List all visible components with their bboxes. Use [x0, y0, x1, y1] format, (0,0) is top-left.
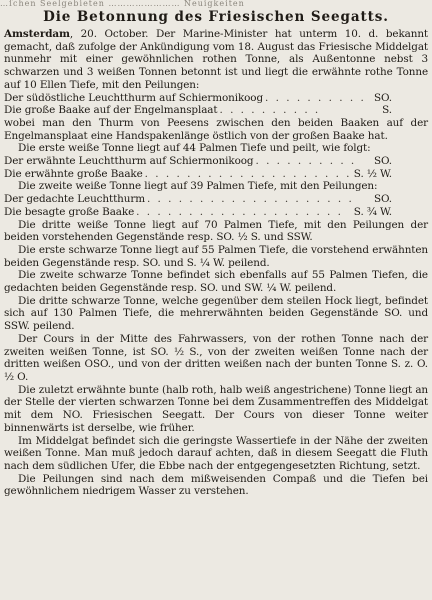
intro-paragraph: [4, 28, 428, 92]
intro-text: , 20. October. Der Marine-Minister hat unterm 10. d. bekannt gemacht, daß zufolge der Ankündigung vom 18. August das Friesische Middelgat nunmehr mit einer gewöhnlichen rothen Tonne, als Außentonne nebst 3 schwarzen und 3 weißen Tonnen betonnt ist und liegt die erwähnte rothe Tonne auf 10 Ellen Tiefe, mit den Peilungen:: [4, 28, 428, 91]
bearing-row: Die erwähnte große Baake . . . . . . . . . . . . . . . . . . . . S. ½ W.: [4, 167, 392, 180]
course-paragraph: Der Cours in der Mitte des Fahrwassers, von der rothen Tonne nach der zweiten weißen Tonne, ist SO. ½ S., von der zweiten weißen Tonne nach der dritten weißen OSO., und von der dritten weißen nach der bunten Tonne S. z. O. ½ O.: [4, 332, 428, 383]
bearing-row: Die große Baake auf der Engelmansplaat . . . . . . . . . . S.: [4, 104, 392, 117]
previous-article-bleed: …ſchen Seelgebieten …………………… Neuigkeiten: [0, 0, 245, 8]
second-white-buoy-paragraph: Die zweite weiße Tonne liegt auf 39 Palmen Tiefe, mit den Peilungen:: [18, 180, 378, 193]
first-white-buoy-paragraph: Die erste weiße Tonne liegt auf 44 Palmen Tiefe und peilt, wie folgt:: [18, 142, 371, 155]
dateline-location: Amsterdam: [4, 28, 70, 40]
baake-paragraph: wobei man den Thurm von Peesens zwischen den beiden Baaken auf der Engelmansplaat eine Handspakenlänge östlich von der großen Baake hat.: [4, 116, 428, 142]
bearing-row: Der erwähnte Leuchtthurm auf Schiermonikoog . . . . . . . . . . SO.: [4, 155, 392, 168]
second-black-buoy-paragraph: Die zweite schwarze Tonne befindet sich ebenfalls auf 55 Palmen Tiefen, die gedachten beiden Gegenstände resp. SO. und SW. ¼ W. peilend.: [4, 269, 428, 295]
colored-buoy-paragraph: Die zuletzt erwähnte bunte (halb roth, halb weiß angestrichene) Tonne liegt an der Stelle der vierten schwarzen Tonne bei dem Zusammentreffen des Middelgat mit dem NO. Friesischen Seegatt. Der Cours von dieser Tonne weiter binnenwärts ist derselbe, wie früher.: [4, 383, 429, 434]
bearings-note-paragraph: Die Peilungen sind nach dem mißweisenden Compaß und die Tiefen bei gewöhnlichem niedrigem Wasser zu verstehen.: [4, 472, 428, 498]
article-body: [4, 28, 428, 498]
water-depth-paragraph: Im Middelgat befindet sich die geringste Wassertiefe in der Nähe der zweiten weißen Tonne. Man muß jedoch darauf achten, daß in diesem Seegatt die Fluth nach dem südlichen Ufer, die Ebbe nach der entgegengesetzten Richtung, setzt.: [4, 434, 428, 472]
bearing-row: Die besagte große Baake . . . . . . . . . . . . . . . . . . . . S. ¾ W.: [4, 205, 392, 218]
bearing-row: Der südöstliche Leuchtthurm auf Schiermonikoog . . . . . . . . . . SO.: [4, 91, 392, 104]
first-black-buoy-paragraph: Die erste schwarze Tonne liegt auf 55 Palmen Tiefe, die vorstehend erwähnten beiden Gegenstände resp. SO. und S. ¼ W. peilend.: [4, 243, 428, 269]
article-title: Die Betonnung des Friesischen Seegatts.: [43, 9, 389, 25]
bearing-row: Der gedachte Leuchtthurm . . . . . . . . . . . . . . . . . . . . SO.: [4, 193, 392, 206]
third-white-buoy-paragraph: Die dritte weiße Tonne liegt auf 70 Palmen Tiefe, mit den Peilungen der beiden vorstehenden Gegenstände resp. SO. ½ S. und SSW.: [4, 218, 428, 244]
third-black-buoy-paragraph: Die dritte schwarze Tonne, welche gegenüber dem steilen Hock liegt, befindet sich auf 130 Palmen Tiefe, die mehrerwähnten beiden Gegenstände SO. und SSW. peilend.: [4, 294, 428, 333]
